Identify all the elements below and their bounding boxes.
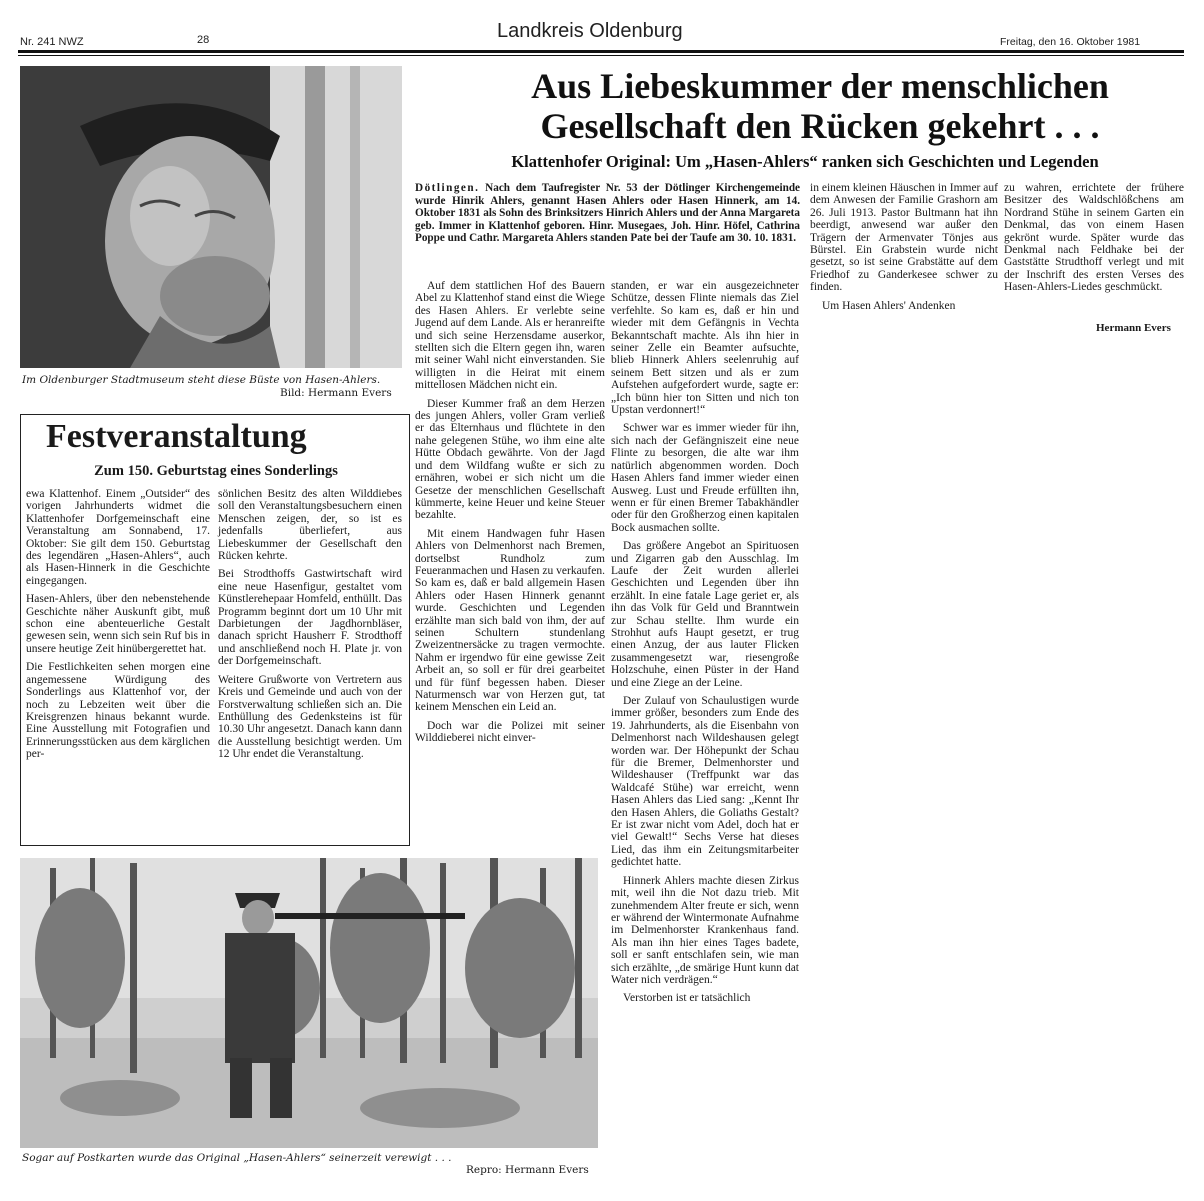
article-column-2 <box>611 280 799 1011</box>
postcard-photo-caption: Sogar auf Postkarten wurde das Original „Hasen-Ahlers“ seinerzeit verewigt . . . <box>22 1152 452 1164</box>
fest-paragraph: Bei Strodthoffs Gastwirtschaft wird eine neue Hasenfigur, gestaltet vom Künstlerehepaar Homfeld, enthüllt. Das Programm beginnt dort um 10 Uhr mit Darbietungen der Jagdhornbläser, danach spricht Hausherr F. Strodthoff und anschließend noch H. Plate jr. von der Dorfgemeinschaft. <box>218 568 402 668</box>
fest-title: Festveranstaltung <box>46 418 307 455</box>
article-paragraph: Doch war die Polizei mit seiner Wilddieberei nicht einver- <box>415 719 605 745</box>
article-lead <box>415 182 800 245</box>
postcard-photo-credit: Repro: Hermann Evers <box>466 1164 589 1176</box>
headline-line-2: Gesellschaft den Rücken gekehrt . . . <box>540 106 1100 146</box>
issue-date: Freitag, den 16. Oktober 1981 <box>1000 36 1141 48</box>
article-paragraph: Dieser Kummer fraß an dem Herzen des jungen Ahlers, voller Gram verließ er das Elternhaus und flüchtete in den nahe gelegenen Stühe, wo ihm eine alte Hütte Obdach gewährte. Von der Jagd und dem Wildfang wußte er sich zu ernähren, wobei er sich nicht um die Gesetze der menschlichen Gesellschaft kümmerte, keine Heuer und keine Steuer bezahlte. <box>415 397 605 522</box>
article-paragraph: Auf dem stattlichen Hof des Bauern Abel zu Klattenhof stand einst die Wiege des Hasen Ahlers. Er verlebte seine Jugend auf dem Lande. Als er heranreifte und sich seine Herzensdame auserkor, stellten sich die Eltern gegen ihn, waren mit seiner Wahl nicht einverstanden. Sie willigten in die Heirat mit einem mittellosen Mädchen nicht ein. <box>415 280 605 392</box>
fest-subtitle: Zum 150. Geburtstag eines Sonderlings <box>94 463 338 479</box>
headline-line-1: Aus Liebeskummer der menschlichen <box>531 66 1109 106</box>
article-paragraph: zu wahren, errichtete der frühere Besitzer des Waldschlößchens am Nordrand Stühe in seinem Garten ein Denkmal, das von einem Hasen gekrönt wurde. Später wurde das Denkmal nach Feldhake bei der Gaststätte Strudthoff verlegt und mit der Inschrift des ersten Verses des Hasen-Ahlers-Liedes geschmückt. <box>1004 182 1184 294</box>
bust-photo-caption: Im Oldenburger Stadtmuseum steht diese Büste von Hasen-Ahlers. <box>22 374 381 386</box>
masthead-rule-thin <box>18 55 1184 56</box>
article-column-4 <box>1004 182 1184 300</box>
fest-paragraph: Hasen-Ahlers, über den nebenstehende Geschichte näher Auskunft gibt, muß schon eine abenteuerliche Gestalt gewesen sein, wenn sich sein Ruf bis in unsere heutige Zeit hinübergerettet hat. <box>26 593 210 655</box>
masthead-rule <box>18 50 1184 53</box>
article-author: Hermann Evers <box>1096 322 1171 334</box>
article-paragraph: standen, er war ein ausgezeichneter Schütze, dessen Flinte niemals das Ziel verfehlte. So kam es, daß er hin und wieder mit dem Gefängnis in Vechta Bekanntschaft machte. Als ihn hier in seiner Zelle ein Beamter aufsuchte, blieb Hinnerk Ahlers seelenruhig auf seinem Bett sitzen und als er zum Aufstehen aufgefordert wurde, sagte er: „Ich bünn hier ton Sitten und nich ton Upstan verdonnert!“ <box>611 280 799 417</box>
issue-number: Nr. 241 NWZ <box>20 36 84 48</box>
lead-place: Dötlingen. <box>415 182 480 194</box>
article-paragraph: Schwer war es immer wieder für ihn, sich nach der Gefängniszeit eine neue Flinte zu besorgen, die alte war ihm natürlich abgenommen worden. Doch Hasen Ahlers fand immer wieder einen Ausweg. Lust und Freude erfüllten ihn, wenn er für einen Bremer Tabakhändler oder für den Großherzog einen kapitalen Bock ausmachen sollte. <box>611 422 799 534</box>
article-paragraph: Verstorben ist er tatsächlich <box>623 992 751 1005</box>
article-paragraph: Mit einem Handwagen fuhr Hasen Ahlers von Delmenhorst nach Bremen, dortselbst Rundholz zum Feueranmachen und Hasen zu verkaufen. So kam es, daß er bald allgemein Hasen Ahlers oder Hasen Hinnerk genannt wurde. Geschichten und Legenden erzählte man sich bald von ihm, der auf seinen Schultern stundenlang Zweizentnersäcke zu tragen vermochte. Nahm er irgendwo für eine gewisse Zeit Arbeit an, so soll er für drei gearbeitet und für fünf begessen haben. Dieser Naturmensch war von Herzen gut, tat keinem Menschen ein Leid an. <box>415 527 605 714</box>
article-paragraph: in einem kleinen Häuschen in Immer auf dem Anwesen der Familie Grashorn am 26. Juli 1913. Pastor Bultmann hat ihn beerdigt, anwesend war außer den Trägern der Armenvater Tönjes aus Bürstel. Ein Grabstein wurde nicht gesetzt, so ist seine Grabstätte auf dem Friedhof zu Ganderkesee schwer zu finden. <box>810 182 998 294</box>
article-paragraph: Das größere Angebot an Spirituosen und Zigarren gab den Ausschlag. Im Laufe der Zeit wurden allerlei Geschichten und Legenden über ihn erzählt. In eine fatale Lage geriet er, als ihn das Volk für Geld und Branntwein zur Schau stellte. Ihm wurde ein Strohhut aufs Haupt gesetzt, er trug einen Anzug, der aus lauter Flicken zusammengesetzt war, riesengroße Holzschuhe, einen Püster in der Hand und eine Ziege an der Leine. <box>611 540 799 689</box>
article-column-1 <box>415 280 605 751</box>
lead-text: Nach dem Taufregister Nr. 53 der Dötlinger Kirchengemeinde wurde Hinrik Ahlers, genannt Hasen Ahlers oder Hasen Hinnerk, am 14. Oktober 1831 als Sohn des Brinksitzers Hinrich Ahlers und der Anna Margareta geb. Immer in Klattenhof geboren. Hinr. Musegaes, Joh. Hinr. Höfel, Cathrina Poppe und Cathr. Margareta Ahlers standen Pate bei der Taufe am 30. 10. 1831. <box>415 182 801 245</box>
article-headline <box>470 66 1170 146</box>
fest-paragraph: sönlichen Besitz des alten Wilddiebes soll den Veranstaltungsbesuchern einen Menschen zeigen, der, so ist es jedenfalls überliefert, aus Liebeskummer der Gesellschaft den Rücken kehrte. <box>218 488 402 563</box>
fest-paragraph: Weitere Grußworte von Vertretern aus Kreis und Gemeinde und auch von der Forstverwaltung schließen sich an. Die Enthüllung des Gedenksteins ist für 10.30 Uhr angesetzt. Danach kann dann die Ausstellung besichtigt werden. Um 12 Uhr endet die Veranstaltung. <box>218 673 402 761</box>
article-subhead: Klattenhofer Original: Um „Hasen-Ahlers“ ranken sich Geschichten und Legenden <box>511 152 1099 171</box>
article-paragraph: Hinnerk Ahlers machte diesen Zirkus mit, weil ihn die Not dazu trieb. Mit zunehmendem Alter freute er sich, wenn er während der Wintermonate Aufnahme im Delmenhorster Krankenhaus fand. Als man ihn hier eines Tages badete, soll er sanft entschlafen sein, wie man sich erzählte, „de smärige Hunt kunn dat Water nich verdrägen.“ <box>611 874 799 986</box>
bust-photo-credit: Bild: Hermann Evers <box>280 387 392 399</box>
article-column-3 <box>810 182 998 318</box>
fest-column-1 <box>26 488 210 767</box>
article-paragraph: Der Zulauf von Schaulustigen wurde immer größer, besonders zum Ende des 19. Jahrhunderts, als die Eisenbahn von Delmenhorst nach Wildeshausen gelegt worden war. Der Höhepunkt der Schau für die Bremer, Delmenhorster und Wildeshauser (Treffpunkt war das Waldcafé Stühe) war erreicht, wenn Hasen Ahlers das Lied sang: „Kennt Ihr den Hasen Ahlers, die Goliaths Gestalt? Er ist zwar nicht vom Adel, doch hat er viel Gewalt!“ Sechs Verse hat dieses Lied, das ihm ein Zeitungsmitarbeiter gedichtet hatte. <box>611 695 799 869</box>
fest-column-2 <box>218 488 402 767</box>
article-paragraph: Um Hasen Ahlers' Andenken <box>822 299 956 312</box>
bust-photo <box>20 66 402 368</box>
fest-paragraph: ewa Klattenhof. Einem „Outsider“ des vorigen Jahrhunderts widmet die Klattenhofer Dorfgemeinschaft eine Veranstaltung am Sonnabend, 17. Oktober: Sie gilt dem 150. Geburtstag des legendären „Hasen-Ahlers“, auch als Hasen-Hinnerk in die Geschichte eingegangen. <box>26 488 210 587</box>
page-number: 28 <box>197 34 210 46</box>
postcard-photo <box>20 858 598 1148</box>
section-title: Landkreis Oldenburg <box>497 20 683 42</box>
fest-paragraph: Die Festlichkeiten sehen morgen eine angemessene Würdigung des Sonderlings aus Klattenhof vor, der noch zu Lebzeiten weit über die Kreisgrenzen hinaus bekannt wurde. Eine Ausstellung mit Fotografien und Erinnerungsstücken aus dem kärglichen per- <box>26 661 210 761</box>
